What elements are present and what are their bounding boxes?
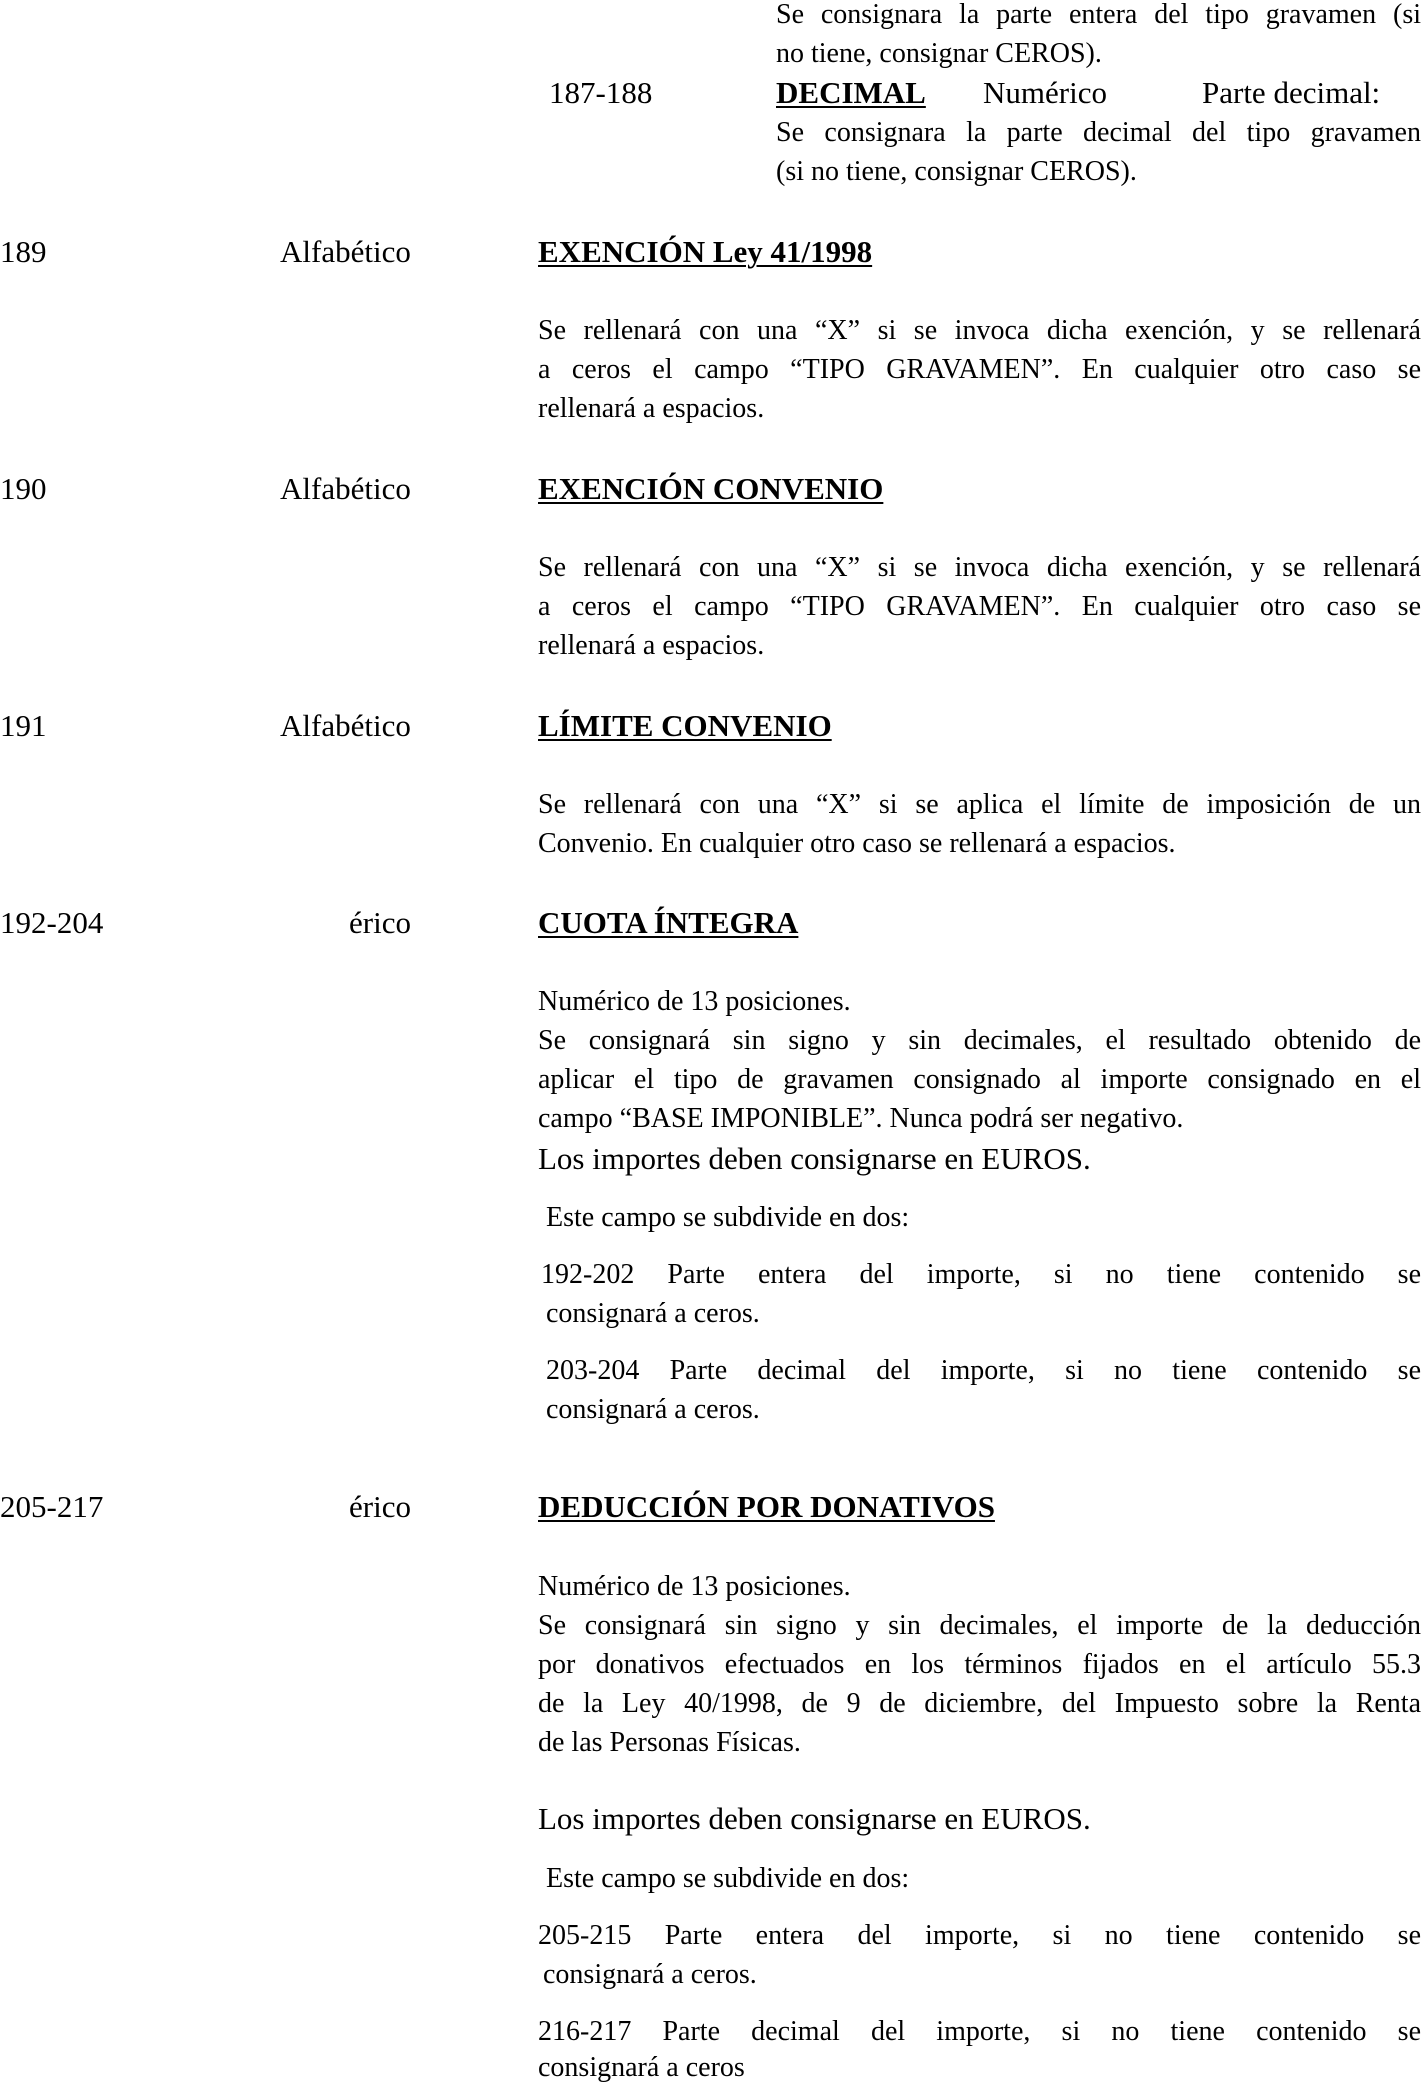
field-type: érico: [349, 905, 411, 940]
decimal-type: Numérico: [983, 75, 1107, 110]
tipo-entero-text-line2: no tiene, consignar CEROS).: [776, 38, 1102, 69]
subfield-decimal-line: consignará a ceros: [538, 2052, 745, 2083]
subfield-decimal-line: 203-204 Parte decimal del importe, si no tiene contenido se: [546, 1355, 1421, 1386]
field-position: 190: [0, 471, 47, 506]
field-position: 191: [0, 708, 47, 743]
field-title: EXENCIÓN CONVENIO: [538, 471, 884, 506]
field-description-line: Se rellenará con una “X” si se invoca dicha exención, y se rellenará: [538, 552, 1421, 583]
field-title: DEDUCCIÓN POR DONATIVOS: [538, 1489, 995, 1524]
subfield-decimal-line: 216-217 Parte decimal del importe, si no tiene contenido se: [538, 2016, 1421, 2047]
field-description-line: a ceros el campo “TIPO GRAVAMEN”. En cualquier otro caso se: [538, 354, 1421, 385]
field-type: Alfabético: [280, 234, 411, 269]
euros-note: Los importes deben consignarse en EUROS.: [538, 1801, 1091, 1836]
field-description-line: Se rellenará con una “X” si se aplica el límite de imposición de un: [538, 789, 1421, 820]
field-position: 189: [0, 234, 47, 269]
subdivide-note: Este campo se subdivide en dos:: [546, 1202, 910, 1233]
field-description-line: rellenará a espacios.: [538, 630, 765, 661]
euros-note: Los importes deben consignarse en EUROS.: [538, 1141, 1091, 1176]
field-type: Alfabético: [280, 471, 411, 506]
field-position: 192-204: [0, 905, 104, 940]
field-description-line: a ceros el campo “TIPO GRAVAMEN”. En cualquier otro caso se: [538, 591, 1421, 622]
field-description-line: campo “BASE IMPONIBLE”. Nunca podrá ser negativo.: [538, 1103, 1184, 1134]
decimal-label: Parte decimal:: [1202, 75, 1381, 110]
field-description-line: de las Personas Físicas.: [538, 1727, 801, 1758]
field-type: Alfabético: [280, 708, 411, 743]
field-title: LÍMITE CONVENIO: [538, 708, 832, 743]
tipo-decimal-text-line1: Se consignara la parte decimal del tipo gravamen: [776, 117, 1421, 148]
field-type: érico: [349, 1489, 411, 1524]
field-description-line: Se rellenará con una “X” si se invoca dicha exención, y se rellenará: [538, 315, 1421, 346]
tipo-entero-text-line1: Se consignara la parte entera del tipo gravamen (si: [776, 0, 1421, 30]
field-position: 205-217: [0, 1489, 104, 1524]
subfield-integer-line: 192-202 Parte entera del importe, si no tiene contenido se: [541, 1259, 1421, 1290]
field-description-line: Numérico de 13 posiciones.: [538, 986, 851, 1017]
field-description-line: Convenio. En cualquier otro caso se rellenará a espacios.: [538, 828, 1176, 859]
subfield-integer-line: consignará a ceros.: [546, 1298, 760, 1329]
decimal-title: DECIMAL: [776, 75, 926, 110]
field-position-187-188: 187-188: [549, 75, 653, 110]
field-description-line: rellenará a espacios.: [538, 393, 765, 424]
tipo-decimal-text-line2: (si no tiene, consignar CEROS).: [776, 156, 1137, 187]
subfield-decimal-line: consignará a ceros.: [546, 1394, 760, 1425]
subfield-integer-line: consignará a ceros.: [543, 1959, 757, 1990]
subdivide-note: Este campo se subdivide en dos:: [546, 1863, 910, 1894]
field-description-line: Se consignará sin signo y sin decimales, el importe de la deducción: [538, 1610, 1421, 1641]
subfield-integer-line: 205-215 Parte entera del importe, si no tiene contenido se: [538, 1920, 1421, 1951]
field-description-line: por donativos efectuados en los términos fijados en el artículo 55.3: [538, 1649, 1421, 1680]
field-title: CUOTA ÍNTEGRA: [538, 905, 799, 940]
field-description-line: aplicar el tipo de gravamen consignado al importe consignado en el: [538, 1064, 1421, 1095]
field-title: EXENCIÓN Ley 41/1998: [538, 234, 873, 269]
field-description-line: de la Ley 40/1998, de 9 de diciembre, del Impuesto sobre la Renta: [538, 1688, 1421, 1719]
decimal-row: [776, 73, 1421, 113]
field-description-line: Numérico de 13 posiciones.: [538, 1571, 851, 1602]
field-description-line: Se consignará sin signo y sin decimales, el resultado obtenido de: [538, 1025, 1421, 1056]
